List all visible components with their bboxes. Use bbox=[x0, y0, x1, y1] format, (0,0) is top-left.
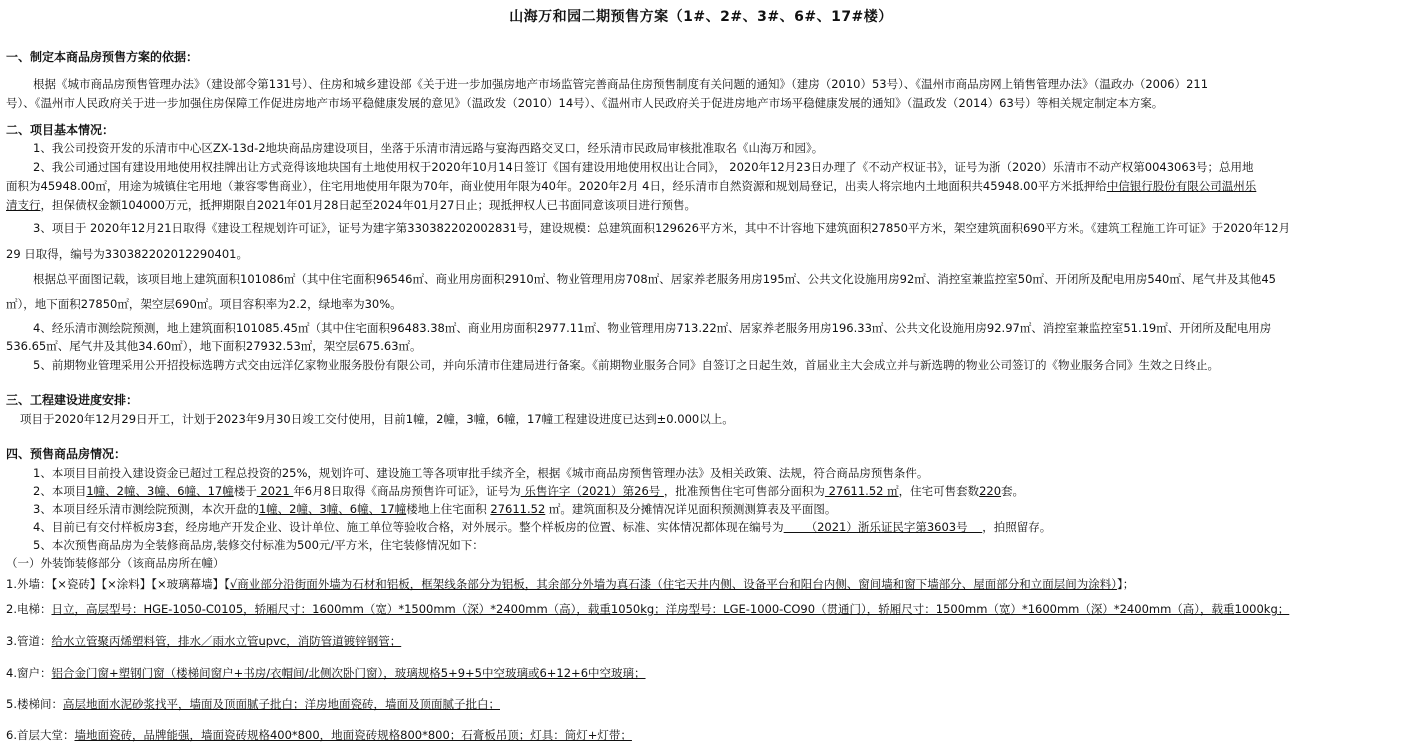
paragraph-line bbox=[33, 519, 1051, 535]
text-span: 1.外墙：【×瓷砖】【×涂料】【×玻璃幕墙】【 bbox=[6, 577, 230, 591]
text-span: 5.楼梯间： bbox=[6, 697, 63, 711]
paragraph-line: 根据《城市商品房预售管理办法》（建设部令第131号）、住房和城乡建设部《关于进一步加强房地产市场监管完善商品住房预售制度有关问题的通知》（建房（2010）53号）、《温州市商品房网上销售管理办法》（温政办（2006）211 bbox=[33, 77, 1209, 91]
text-span: 年6月8日取得《商品房预售许可证》，证号为 bbox=[293, 484, 521, 498]
buildings-underlined: 1幢、2幢、3幢、6幢、17幢 bbox=[258, 502, 407, 516]
text-span: ，批准预售住宅可售部分面积为 bbox=[663, 484, 825, 498]
text-span: 楼地上住宅面积 bbox=[406, 502, 491, 516]
section-2-heading: 二、项目基本情况： bbox=[6, 123, 115, 137]
paragraph-line: 项目于2020年12月29日开工，计划于2023年9月30日竣工交付使用，目前1幢，2幢，3幢，6幢，17幢工程建设进度已达到±0.000以上。 bbox=[20, 412, 734, 426]
elevator-spec: 日立，高层型号：HGE-1050-C0105，轿厢尺寸：1600mm（宽）*1500mm（深）*2400mm（高），载重1050kg；洋房型号：LGE-1000-CO90（贯通门），轿厢尺寸：1500mm（宽）*1600mm（深）*2400mm（高），载重1000kg； bbox=[51, 602, 1290, 616]
area-underlined: 27611.52 ㎡ bbox=[824, 484, 899, 498]
subsection-heading: （一）外装饰装修部分（该商品房所在幢） bbox=[6, 556, 225, 570]
text-span: ，住宅可售套数 bbox=[898, 484, 980, 498]
units-underlined: 220 bbox=[979, 484, 1002, 498]
text-span: 4.窗户： bbox=[6, 666, 52, 680]
pipe-spec: 给水立管聚丙烯塑料管，排水／雨水立管upvc，消防管道镀锌钢管； bbox=[51, 634, 402, 648]
paragraph-line: 根据总平面图记载，该项目地上建筑面积101086㎡（其中住宅面积96546㎡、商业用房面积2910㎡、物业管理用房708㎡、居家养老服务用房195㎡、公共文化设施用房92㎡、消控室兼监控室50㎡、开闭所及配电用房540㎡、尾气井及其他45 bbox=[33, 272, 1276, 286]
list-item bbox=[6, 576, 1134, 592]
paragraph-line bbox=[33, 501, 836, 517]
text-span: 3、本项目经乐清市测绘院预测，本次开盘的 bbox=[33, 502, 259, 516]
section-3-heading: 三、工程建设进度安排： bbox=[6, 393, 139, 407]
window-spec: 铝合金门窗+塑钢门窗（楼梯间窗户+书房/衣帽间/北侧次卧门窗），玻璃规格5+9+5中空玻璃或6+12+6中空玻璃； bbox=[51, 666, 646, 680]
stairwell-spec: 高层地面水泥砂浆找平，墙面及顶面腻子批白；洋房地面瓷砖，墙面及顶面腻子批白； bbox=[62, 697, 500, 711]
paragraph-line: 1、我公司投资开发的乐清市中心区ZX-13d-2地块商品房建设项目，坐落于乐清市清远路与宴海西路交叉口，经乐清市民政局审核批准取名《山海万和园》。 bbox=[33, 141, 824, 155]
year-underlined: 2021 bbox=[256, 484, 294, 498]
list-item bbox=[6, 665, 646, 681]
text-span: 2、本项目 bbox=[33, 484, 87, 498]
paragraph-line: 3、项目于 2020年12月21日取得《建设工程规划许可证》，证号为建字第330382202002831号，建设规模：总建筑面积129626平方米，其中不计容地下建筑面积27850平方米，架空建筑面积690平方米。《建筑工程施工许可证》于2020年12月 bbox=[33, 221, 1291, 235]
paragraph-line: 5、本次预售商品房为全装修商品房,装修交付标准为500元/平方米，住宅装修情况如下： bbox=[33, 538, 484, 552]
section-4-heading: 四、预售商品房情况： bbox=[6, 447, 127, 461]
paragraph-line: 2、我公司通过国有建设用地使用权挂牌出让方式竞得该地块国有土地使用权于2020年10月14日签订《国有建设用地使用权出让合同》， 2020年12月23日办理了《不动产权证书》，证号为浙（2020）乐清市不动产权第0043063号；总用地 bbox=[33, 160, 1254, 174]
text-span: ㎡。建筑面积及分摊情况详见面积预测测算表及平面图。 bbox=[545, 502, 837, 516]
paragraph-line: 29 日取得，编号为330382202012290401。 bbox=[6, 247, 248, 261]
list-item bbox=[6, 633, 401, 649]
text-span: 楼于 bbox=[233, 484, 257, 498]
paragraph-line bbox=[6, 178, 1256, 194]
list-item bbox=[6, 696, 500, 712]
text-span: 3.管道： bbox=[6, 634, 52, 648]
paragraph-line: 5、前期物业管理采用公开招投标选聘方式交由远洋亿家物业服务股份有限公司，并向乐清市住建局进行备案。《前期物业服务合同》自签订之日起生效，首届业主大会成立并与新选聘的物业公司签订的《物业服务合同》生效之日终止。 bbox=[33, 358, 1220, 372]
paragraph-line: 4、经乐清市测绘院预测，地上建筑面积101085.45㎡（其中住宅面积96483.38㎡、商业用房面积2977.11㎡、物业管理用房713.22㎡、居家养老服务用房196.33㎡、公共文化设施用房92.97㎡、消控室兼监控室51.19㎡、开闭所及配电用房 bbox=[33, 321, 1272, 335]
paragraph-line: 1、本项目目前投入建设资金已超过工程总投资的25%，规划许可、建设施工等各项审批手续齐全，根据《城市商品房预售管理办法》及相关政策、法规，符合商品房预售条件。 bbox=[33, 466, 929, 480]
buildings-underlined: 1幢、2幢、3幢、6幢、17幢 bbox=[86, 484, 234, 498]
paragraph-line bbox=[6, 197, 696, 213]
text-span: 2.电梯： bbox=[6, 602, 52, 616]
list-item bbox=[6, 601, 1289, 617]
text-span: ，拍照留存。 bbox=[982, 520, 1052, 534]
bank-name-underlined: 清支行 bbox=[6, 198, 41, 212]
document-title: 山海万和园二期预售方案（1#、2#、3#、6#、17#楼） bbox=[509, 9, 893, 25]
paragraph-line: 536.65㎡、尾气井及其他34.60㎡），地下面积27932.53㎡，架空层675.63㎡。 bbox=[6, 339, 422, 353]
paragraph-line: ㎡），地下面积27850㎡，架空层690㎡。项目容积率为2.2，绿地率为30%。 bbox=[6, 297, 402, 311]
text-span: 套。 bbox=[1001, 484, 1025, 498]
text-span: 面积为45948.00㎡，用途为城镇住宅用地（兼容零售商业），住宅用地使用年限为70年，商业使用年限为40年。2020年2月 4日，经乐清市自然资源和规划局登记，出卖人将宗地内土地面积共45948.00平方米抵押给 bbox=[6, 179, 1107, 193]
lobby-spec: 墙地面瓷砖，品牌能强，墙面瓷砖规格400*800，地面瓷砖规格800*800；石膏板吊顶；灯具：筒灯+灯带； bbox=[74, 728, 632, 742]
bank-name-underlined: 中信银行股份有限公司温州乐 bbox=[1106, 179, 1257, 193]
paragraph-line bbox=[33, 483, 1024, 499]
paragraph-line: 号）、《温州市人民政府关于进一步加强住房保障工作促进房地产市场平稳健康发展的意见》（温政发（2010）14号）、《温州市人民政府关于促进房地产市场平稳健康发展的通知》（温政发（2014）63号）等相关规定制定本方案。 bbox=[6, 96, 1164, 110]
text-span: 】； bbox=[1116, 577, 1135, 591]
text-span: 4、目前已有交付样板房3套，经房地产开发企业、设计单位、施工单位等验收合格，对外展示。整个样板房的位置、标准、实体情况都体现在编号为 bbox=[33, 520, 784, 534]
text-span: ，担保债权金额104000万元，抵押期限自2021年01月28日起至2024年01月27日止；现抵押权人已书面同意该项目进行预售。 bbox=[40, 198, 696, 212]
section-1-heading: 一、制定本商品房预售方案的依据： bbox=[6, 50, 199, 64]
permit-number-underlined: 乐售许字（2021）第26号 bbox=[520, 484, 664, 498]
list-item bbox=[6, 727, 632, 743]
text-span: 6.首层大堂： bbox=[6, 728, 75, 742]
exterior-wall-spec: √商业部分沿街面外墙为石材和铝板，框架线条部分为铝板，其余部分外墙为真石漆（住宅天井内侧、设备平台和阳台内侧、窗间墙和窗下墙部分、屋面部分和立面层间为涂料） bbox=[229, 577, 1117, 591]
certificate-number-underlined: （2021）浙乐证民字第3603号 bbox=[783, 520, 983, 534]
area-underlined: 27611.52 bbox=[490, 502, 546, 516]
